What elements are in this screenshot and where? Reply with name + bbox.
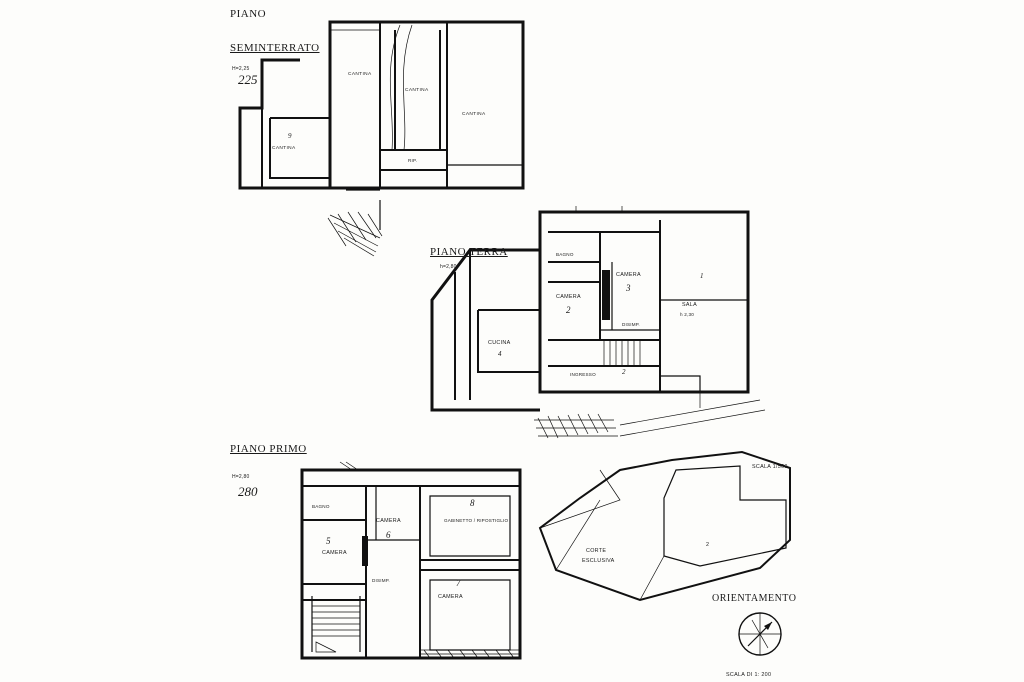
site-scale-label: SCALA 1/500 <box>752 464 788 470</box>
orientation-scale-label: SCALA DI 1: 200 <box>726 672 772 678</box>
room-label-camera-7: CAMERA <box>438 594 463 600</box>
room-label-camera-2: CAMERA <box>556 294 581 300</box>
piano-terra-walls <box>432 206 765 438</box>
site-area-label-line1: CORTE <box>586 548 607 554</box>
room-label-bagno-primo: BAGNO <box>312 504 330 509</box>
plan-title-seminterrato-line1: PIANO <box>230 8 267 20</box>
room-number-1: 1 <box>700 272 704 280</box>
room-label-camera-5: CAMERA <box>322 550 347 556</box>
piano-primo-walls <box>302 462 520 658</box>
room-label-disimp-primo: DISIMP. <box>372 578 390 583</box>
room-number-8: 8 <box>470 498 475 508</box>
room-label-cantina-4: CANTINA <box>272 146 296 151</box>
plan-title-seminterrato-line2: SEMINTERRATO <box>230 42 320 54</box>
room-label-cantina-1: CANTINA <box>348 72 372 77</box>
room-label-bagno-terra: BAGNO <box>556 252 574 257</box>
room-label-gabinetto-ripostiglio: GABINETTO / RIPOSTIGLIO <box>444 518 509 523</box>
room-label-disimp-terra: DISIMP. <box>622 322 640 327</box>
room-label-cantina-3: CANTINA <box>462 112 486 117</box>
plan-title-piano-primo: PIANO PRIMO <box>230 443 307 455</box>
site-parcel-number: 2 <box>706 542 710 548</box>
room-label-camera-3: CAMERA <box>616 272 641 278</box>
room-number-6: 6 <box>386 530 391 540</box>
compass-rose <box>739 613 781 655</box>
site-plan-outline <box>540 452 790 600</box>
height-hand-piano-primo: 280 <box>238 484 258 499</box>
room-label-rip: RIP. <box>408 158 418 163</box>
room-label-cantina-2: CANTINA <box>405 88 429 93</box>
room-number-basement-a: 9 <box>288 132 292 140</box>
room-number-7: 7 <box>456 578 461 588</box>
room-extra-sala-height: h 2,30 <box>680 312 694 317</box>
orientation-title: ORIENTAMENTO <box>712 593 797 604</box>
height-hand-seminterrato: 225 <box>238 72 258 87</box>
seminterrato-walls <box>240 22 523 256</box>
site-area-label-line2: ESCLUSIVA <box>582 558 615 564</box>
room-number-3: 3 <box>626 283 631 293</box>
room-number-5: 5 <box>326 536 331 546</box>
room-number-2: 2 <box>566 305 571 315</box>
room-number-4: 4 <box>498 350 502 358</box>
room-label-camera-6: CAMERA <box>376 518 401 524</box>
room-label-sala: SALA <box>682 302 697 308</box>
height-label-seminterrato: H=2,25 <box>232 66 250 72</box>
height-label-piano-primo: H=2,80 <box>232 474 250 480</box>
height-label-piano-terra: h=2,80 <box>440 264 457 270</box>
room-label-cucina: CUCINA <box>488 340 511 346</box>
room-number-ingresso: 2 <box>622 368 626 376</box>
room-label-ingresso: INGRESSO <box>570 372 596 377</box>
plan-title-piano-terra: PIANO TERRA <box>430 246 508 258</box>
